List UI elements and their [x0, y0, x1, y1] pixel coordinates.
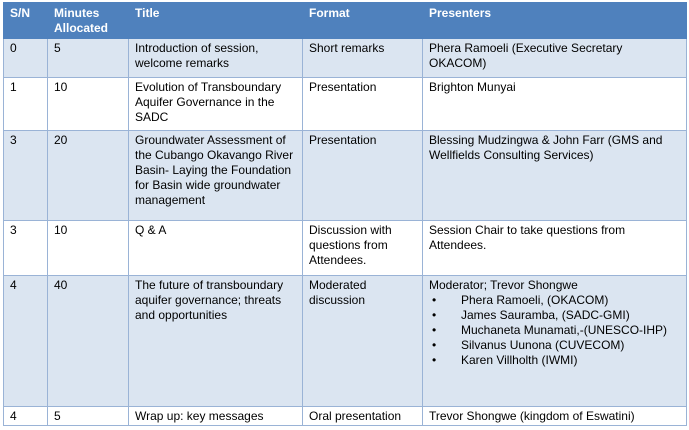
list-item: • Muchaneta Munamati,-(UNESCO-IHP): [429, 323, 681, 338]
table-row: [4, 39, 687, 78]
panelist-list: [429, 293, 681, 368]
cell-sn: 0: [4, 39, 48, 78]
cell-format: Moderated discussion: [303, 276, 423, 407]
table-row: [4, 131, 687, 221]
cell-title: Groundwater Assessment of the Cubango Okavango River Basin- Laying the Foundation for Basin wide groundwater management: [129, 131, 303, 221]
cell-sn: 1: [4, 78, 48, 131]
header-title: Title: [129, 3, 303, 39]
cell-minutes: 5: [48, 39, 129, 78]
table-row: [4, 221, 687, 276]
cell-presenters: Phera Ramoeli (Executive Secretary OKACOM): [423, 39, 687, 78]
list-item: • Karen Villholth (IWMI): [429, 353, 681, 368]
cell-minutes: 20: [48, 131, 129, 221]
header-sn: S/N: [4, 3, 48, 39]
cell-presenters: Trevor Shongwe (kingdom of Eswatini): [423, 407, 687, 426]
cell-title: Q & A: [129, 221, 303, 276]
cell-format: Presentation: [303, 78, 423, 131]
cell-minutes: 40: [48, 276, 129, 407]
cell-minutes: 10: [48, 221, 129, 276]
cell-format: Short remarks: [303, 39, 423, 78]
list-item: • Silvanus Uunona (CUVECOM): [429, 338, 681, 353]
cell-minutes: 5: [48, 407, 129, 426]
table-row: [4, 276, 687, 407]
cell-presenters: Brighton Munyai: [423, 78, 687, 131]
table-row: [4, 407, 687, 426]
list-item: • Phera Ramoeli, (OKACOM): [429, 293, 681, 308]
cell-minutes: 10: [48, 78, 129, 131]
cell-presenters: Session Chair to take questions from Attendees.: [423, 221, 687, 276]
cell-sn: 4: [4, 276, 48, 407]
cell-sn: 4: [4, 407, 48, 426]
cell-presenters: Blessing Mudzingwa & John Farr (GMS and Wellfields Consulting Services): [423, 131, 687, 221]
table-row: [4, 78, 687, 131]
cell-title: Introduction of session, welcome remarks: [129, 39, 303, 78]
header-presenters: Presenters: [423, 3, 687, 39]
header-minutes: Minutes Allocated: [48, 3, 129, 39]
cell-presenters: [423, 276, 687, 407]
cell-sn: 3: [4, 131, 48, 221]
header-row: [4, 3, 687, 39]
header-format: Format: [303, 3, 423, 39]
cell-format: Presentation: [303, 131, 423, 221]
cell-title: Evolution of Transboundary Aquifer Governance in the SADC: [129, 78, 303, 131]
cell-sn: 3: [4, 221, 48, 276]
agenda-table: [3, 2, 687, 426]
cell-format: Oral presentation: [303, 407, 423, 426]
cell-format: Discussion with questions from Attendees.: [303, 221, 423, 276]
moderator-line: Moderator; Trevor Shongwe: [429, 278, 578, 292]
cell-title: Wrap up: key messages: [129, 407, 303, 426]
list-item: • James Sauramba, (SADC-GMI): [429, 308, 681, 323]
cell-title: The future of transboundary aquifer governance; threats and opportunities: [129, 276, 303, 407]
